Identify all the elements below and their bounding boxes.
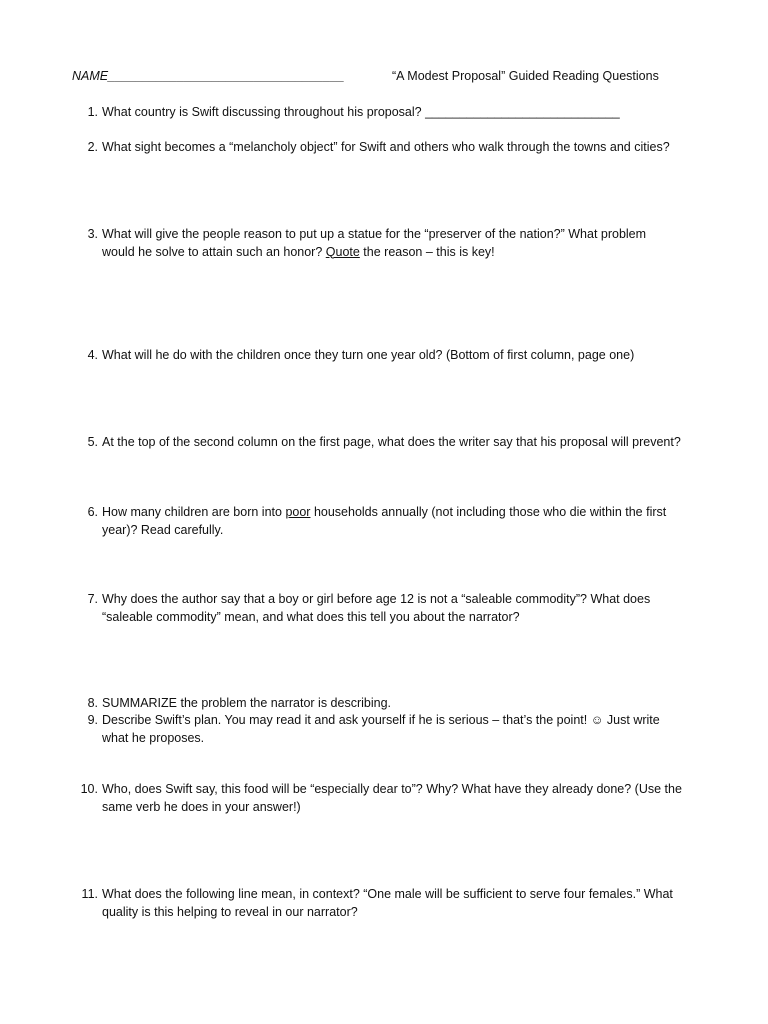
question-number: 8.: [87, 696, 98, 710]
question-text: [102, 504, 712, 539]
question-number: 10.: [80, 782, 98, 796]
name-field-label: NAME__________________________________: [72, 69, 345, 83]
page-title: “A Modest Proposal” Guided Reading Questions: [392, 69, 659, 83]
question-number: 4.: [87, 348, 98, 362]
question-text-part: How many children are born into: [102, 505, 286, 519]
question-number: 11.: [81, 887, 98, 901]
question-text-part: would he solve to attain such an honor?: [102, 244, 326, 259]
question-text: At the top of the second column on the first page, what does the writer say that his proposal will prevent?: [102, 435, 681, 449]
question-text-part: households annually (not including those who die within the first year)? Read carefully.: [102, 505, 667, 537]
question-text: Who, does Swift say, this food will be “especially dear to”? Why? What have they already done? (Use the same verb he does in your answer!): [102, 782, 682, 814]
question-text: What does the following line mean, in context? “One male will be sufficient to serve four females.” What quality is this helping to reveal in our narrator?: [102, 887, 673, 919]
question-text: Why does the author say that a boy or girl before age 12 is not a “saleable commodity”? What does “saleable commodity” mean, and what does this tell you about the narrator?: [102, 592, 651, 624]
question-text: [102, 226, 712, 261]
emphasized-word: poor: [285, 505, 311, 519]
question-text: What sight becomes a “melancholy object” for Swift and others who walk through the towns and cities?: [102, 140, 670, 154]
question-number: 7.: [87, 592, 98, 606]
question-number: 9.: [87, 713, 98, 727]
emphasized-word: Quote: [325, 244, 360, 259]
question-number: 3.: [87, 227, 98, 241]
question-number: 5.: [87, 435, 98, 449]
question-number: 6.: [87, 505, 98, 519]
question-text: Describe Swift’s plan. You may read it and ask yourself if he is serious – that’s the point! ☺ Just write what he proposes.: [102, 713, 660, 745]
question-text: What will he do with the children once they turn one year old? (Bottom of first column, page one): [102, 348, 635, 362]
question-text: What country is Swift discussing throughout his proposal? ____________________________: [102, 105, 620, 119]
worksheet-header: [72, 69, 728, 89]
question-text-line: What will give the people reason to put up a statue for the “preserver of the nation?” What problem: [102, 227, 647, 241]
question-text: SUMMARIZE the problem the narrator is describing.: [102, 696, 391, 710]
question-text-part: the reason – this is key!: [359, 244, 495, 259]
question-number: 1.: [87, 105, 98, 119]
question-number: 2.: [87, 140, 98, 154]
